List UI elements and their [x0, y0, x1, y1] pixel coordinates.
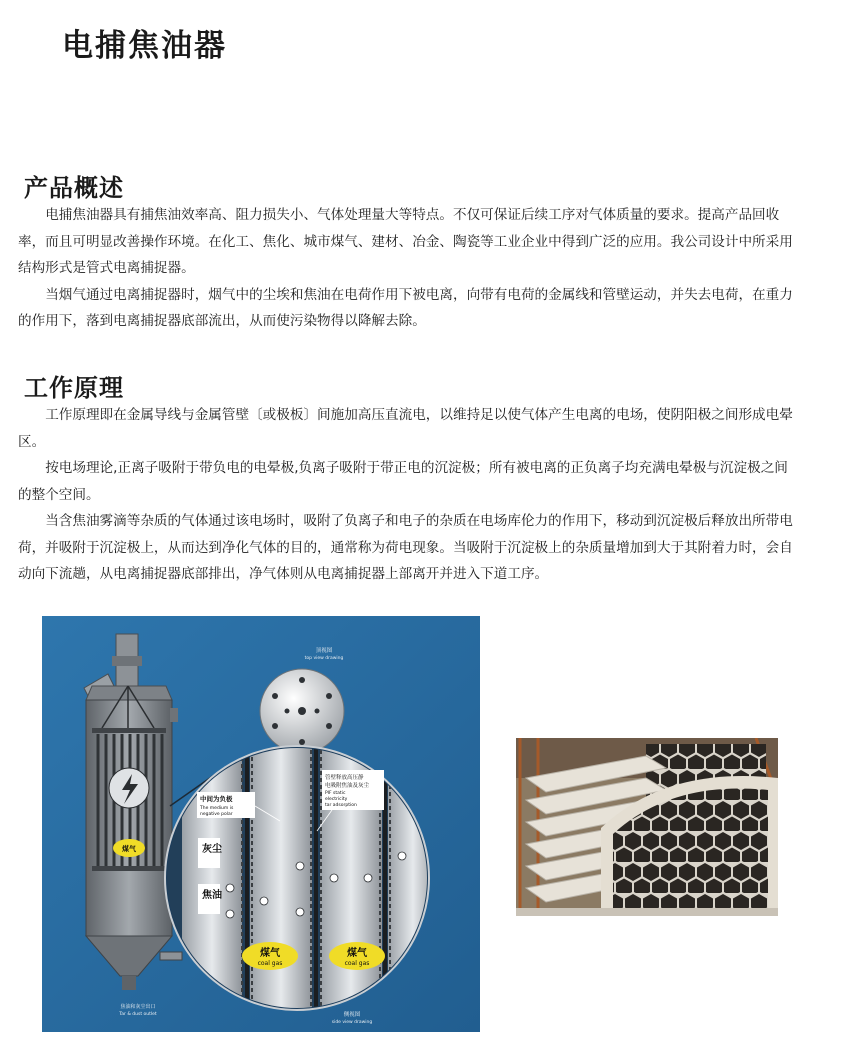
page-title: 电捕焦油器 [62, 28, 227, 64]
wall-label: 管壁释放高压静 [325, 775, 364, 781]
principle-heading: 工作原理 [24, 374, 124, 402]
center-pole-label-en: The medium is [200, 806, 234, 811]
overview-paragraph: 当烟气通过电离捕捉器时，烟气中的尘埃和焦油在电荷作用下被电离，向带有电荷的金属线和管壁运动，并失去电荷，在重力的作用下，落到电离捕捉器底部流出，从而使污染物得以降解去除。 [18, 286, 793, 329]
gas-label-1: 煤气 [260, 948, 280, 959]
wall-label-en: tar adsorption [325, 803, 357, 808]
principle-text [18, 402, 798, 588]
drain-label: 焦油和灰尘出口 [120, 1004, 156, 1010]
principle-paragraph: 按电场理论,正离子吸附于带负电的电晕极,负离子吸附于带正电的沉淀极；所有被电离的正负离子均充满电晕极与沉淀极之间的整个空间。 [18, 460, 788, 503]
gas-label-2: 煤气 [347, 948, 367, 959]
vessel-gas-label: 煤气 [122, 845, 136, 853]
drain-label-en: Tar & dust outlet [119, 1012, 157, 1017]
top-view-label: 顶视图 [315, 648, 333, 654]
overview-text [18, 202, 798, 335]
side-view-label-en: side view drawing [331, 1020, 373, 1025]
center-pole-label-en: negative polar [200, 812, 233, 817]
principle-paragraph: 工作原理即在金属导线与金属管壁〔或极板〕间施加高压直流电，以维持足以使气体产生电离的电场，使阴阳极之间形成电晕区。 [18, 407, 793, 450]
principle-paragraph: 当含焦油雾滴等杂质的气体通过该电场时，吸附了负离子和电子的杂质在电场库伦力的作用下，移动到沉淀极后释放出所带电荷，并吸附于沉淀极上，从而达到净化气体的目的，通常称为荷电现象。当吸附于沉淀极上的杂质量增加到大于其附着力时，会自动向下流趟，从电离捕捉器底部排出，净气体则从电离捕捉器上部离开并进入下道工序。 [18, 513, 793, 582]
wall-label-en: electricity [325, 797, 348, 802]
wall-label-en: PIF static [325, 791, 346, 796]
precipitator-diagram [42, 616, 480, 1032]
top-view-label-en: top view drawing [304, 656, 344, 661]
honeycomb-tube-photo [516, 738, 778, 916]
ash-label: 灰尘 [202, 844, 222, 855]
gas-label-en-2: coal gas [344, 960, 370, 967]
center-pole-label: 中间为负极 [200, 795, 233, 803]
wall-label: 电吸附焦油及灰尘 [325, 783, 370, 789]
tar-label: 焦油 [202, 890, 222, 901]
overview-heading: 产品概述 [24, 174, 124, 202]
gas-label-en-1: coal gas [257, 960, 283, 967]
side-view-label: 侧视图 [343, 1012, 361, 1018]
overview-paragraph: 电捕焦油器具有捕焦油效率高、阻力损失小、气体处理量大等特点。不仅可保证后续工序对气体质量的要求。提高产品回收率，而且可明显改善操作环境。在化工、焦化、城市煤气、建材、冶金、陶瓷等工业企业中得到广泛的应用。我公司设计中所采用结构形式是管式电离捕捉器。 [18, 207, 793, 276]
